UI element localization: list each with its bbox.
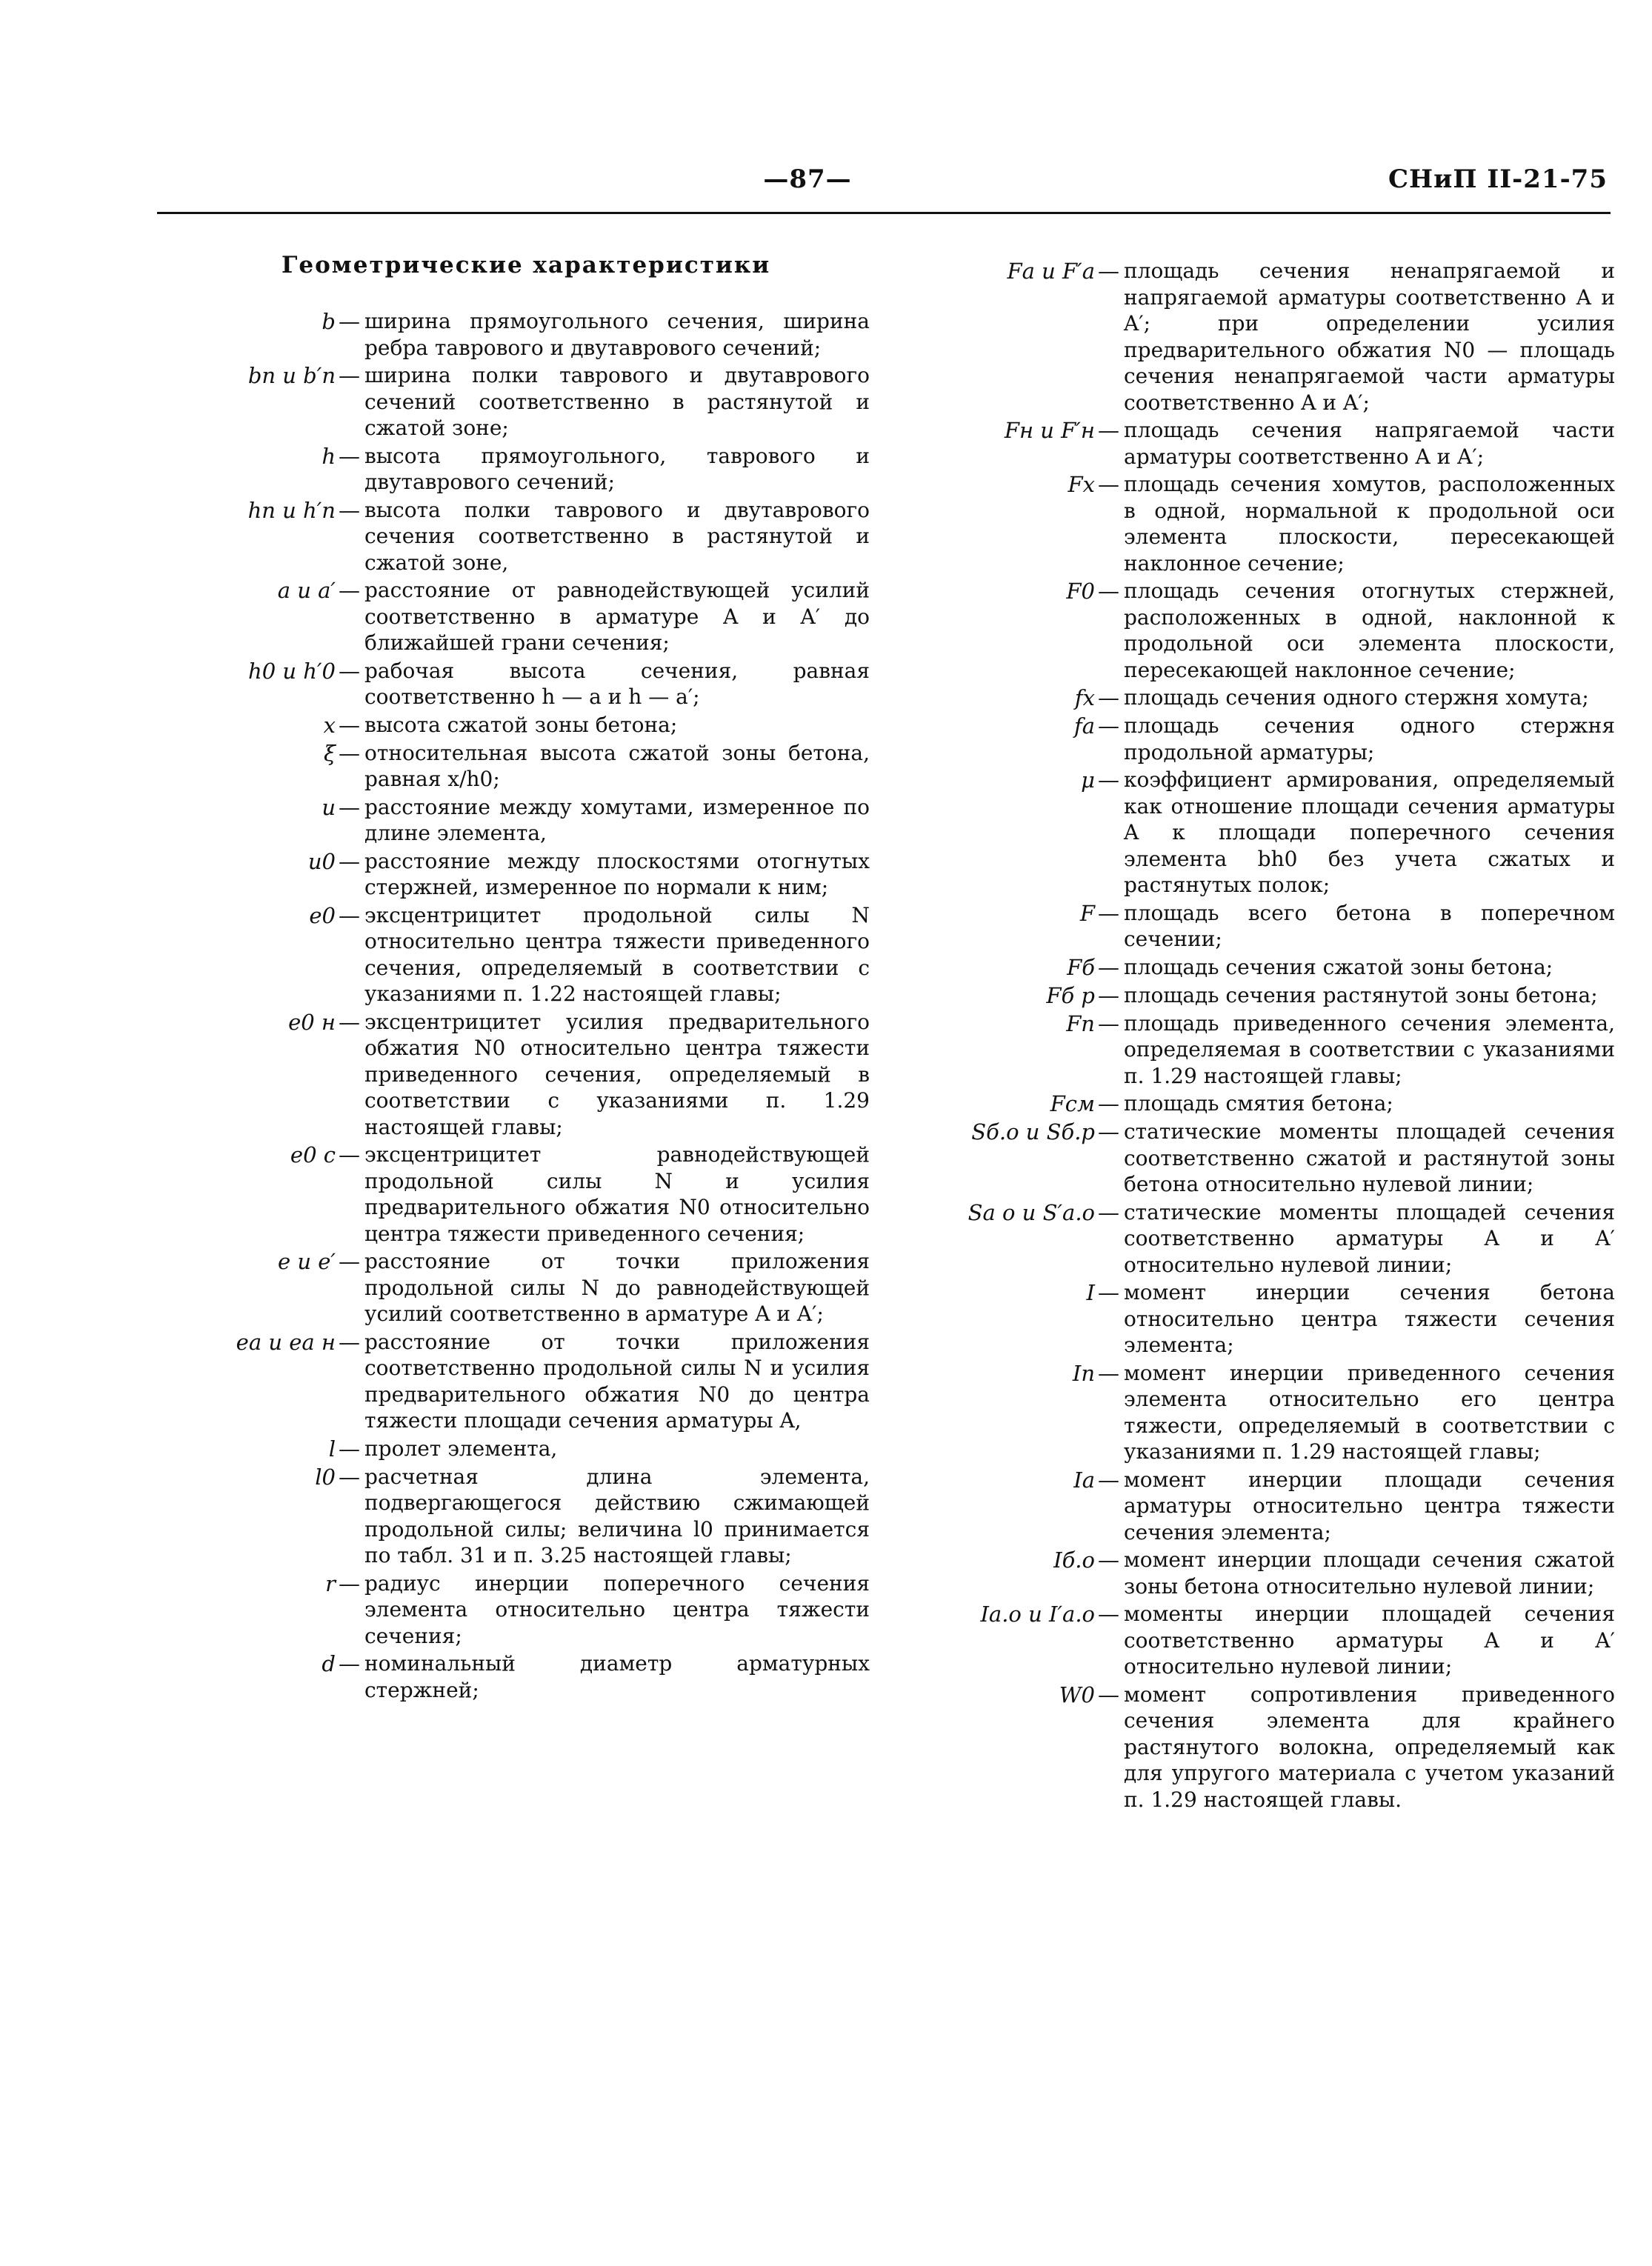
em-dash: — <box>339 309 360 334</box>
em-dash: — <box>339 443 360 469</box>
definition-text: расстояние от точки приложения соответственно продольной силы N и усилия предварительного обжатия N0 до центра тяжести площади сечения арматуры A, <box>364 1329 870 1433</box>
definition-entry <box>896 1601 1615 1680</box>
definition-entry <box>157 902 870 1007</box>
definition-text: площадь приведенного сечения элемента, определяемая в соответствии с указаниями п. 1.29 настоящей главы; <box>1124 1010 1615 1088</box>
symbol: h0 и h′0 <box>248 658 336 684</box>
symbol: I <box>1086 1280 1095 1305</box>
em-dash: — <box>1098 982 1119 1008</box>
definition-entry <box>896 578 1615 683</box>
symbol: Fх <box>1068 472 1095 497</box>
symbol: W0 <box>1059 1682 1095 1707</box>
em-dash: — <box>339 712 360 738</box>
definition-text: высота сжатой зоны бетона; <box>364 712 678 737</box>
em-dash: — <box>339 363 360 388</box>
symbol: e0 <box>309 902 336 928</box>
symbol: l <box>328 1436 336 1462</box>
definition-entry <box>896 1090 1615 1117</box>
symbol: u0 <box>307 848 336 874</box>
definition-entry <box>896 1119 1615 1198</box>
em-dash: — <box>339 1436 360 1462</box>
em-dash: — <box>339 794 360 820</box>
em-dash: — <box>1098 1119 1119 1144</box>
symbol: Fб <box>1067 954 1095 980</box>
definition-text: высота полки таврового и двутаврового сечения соответственно в растянутой и сжатой зоне, <box>364 497 870 575</box>
definition-entry <box>896 1682 1615 1813</box>
symbol: fх <box>1074 685 1095 710</box>
definition-text: радиус инерции поперечного сечения элемента относительно центра тяжести сечения; <box>364 1570 870 1648</box>
definition-text: ширина прямоугольного сечения, ширина ребра таврового и двутаврового сечений; <box>364 309 870 360</box>
symbol: x <box>323 712 336 738</box>
symbol: Fп <box>1066 1010 1095 1036</box>
symbol: μ <box>1081 767 1095 793</box>
definition-text: площадь смятия бетона; <box>1124 1091 1393 1116</box>
header-rule <box>157 212 1611 214</box>
em-dash: — <box>1098 259 1119 284</box>
em-dash: — <box>339 740 360 766</box>
em-dash: — <box>339 1464 360 1490</box>
definition-entry <box>157 1248 870 1327</box>
definition-text: момент инерции сечения бетона относительно центра тяжести сечения элемента; <box>1124 1280 1615 1357</box>
definition-entry <box>157 1436 870 1462</box>
symbol: e0 н <box>288 1009 336 1035</box>
definition-entry <box>896 1467 1615 1546</box>
definition-entry <box>157 658 870 710</box>
em-dash: — <box>1098 1467 1119 1493</box>
definition-text: коэффициент армирования, определяемый как отношение площади сечения арматуры A к площади поперечного сечения элемента bh0 без учета сжатых и растянутых полок; <box>1124 767 1615 897</box>
definition-text: расчетная длина элемента, подвергающегося действию сжимающей продольной силы; величина l0 принимается по табл. 31 и п. 3.25 настоящей главы; <box>364 1464 870 1567</box>
definition-text: расстояние между плоскостями отогнутых стержней, измеренное по нормали к ним; <box>364 848 870 899</box>
symbol: hп и h′п <box>247 497 336 523</box>
definition-entry <box>157 1650 870 1703</box>
definition-text: момент инерции приведенного сечения элемента относительно его центра тяжести, определяемый в соответствии с указаниями п. 1.29 настоящей главы; <box>1124 1360 1615 1464</box>
definition-entry <box>157 577 870 656</box>
em-dash: — <box>1098 1682 1119 1707</box>
definition-text: площадь сечения одного стержня продольной арматуры; <box>1124 713 1615 764</box>
definition-text: площадь сечения напрягаемой части арматуры соответственно A и A′; <box>1124 418 1615 469</box>
em-dash: — <box>1098 1547 1119 1573</box>
document-code: СНиП II-21-75 <box>1388 164 1608 194</box>
symbol: l0 <box>315 1464 336 1490</box>
symbol: ξ <box>324 740 336 766</box>
definition-entry <box>157 740 870 793</box>
definition-text: площадь сечения сжатой зоны бетона; <box>1124 954 1553 979</box>
definition-text: расстояние от точки приложения продольной силы N до равнодействующей усилий соответственно в арматуре A и A′; <box>364 1249 870 1326</box>
symbol: Fн и F′н <box>1004 418 1095 443</box>
definition-entry <box>896 1547 1615 1599</box>
definition-entry <box>157 1464 870 1569</box>
definition-entry <box>157 497 870 576</box>
definition-entry <box>896 1199 1615 1279</box>
em-dash: — <box>339 658 360 684</box>
symbol: b <box>322 309 336 334</box>
symbol: Iп <box>1072 1360 1095 1386</box>
symbol: Sб.о и Sб.р <box>971 1119 1095 1144</box>
definition-entry <box>896 258 1615 416</box>
em-dash: — <box>1098 685 1119 710</box>
definition-text: эксцентрицитет равнодействующей продольной силы N и усилия предварительного обжатия N0 относительно центра тяжести приведенного сечения; <box>364 1142 870 1246</box>
definition-entry <box>896 713 1615 765</box>
definition-text: статические моменты площадей сечения соответственно арматуры A и A′ относительно нулевой линии; <box>1124 1199 1615 1277</box>
symbol: Fсм <box>1050 1091 1095 1116</box>
symbol: Fб р <box>1046 982 1095 1008</box>
symbol: Iа.о и I′а.о <box>980 1602 1095 1627</box>
em-dash: — <box>339 1249 360 1274</box>
definition-text: площадь сечения одного стержня хомута; <box>1124 685 1589 710</box>
em-dash: — <box>339 1142 360 1167</box>
definition-text: расстояние от равнодействующей усилий соответственно в арматуре A и A′ до ближайшей грани сечения; <box>364 578 870 655</box>
em-dash: — <box>1098 767 1119 793</box>
definition-entry <box>896 1360 1615 1465</box>
definition-entry <box>157 1009 870 1141</box>
definition-entry <box>157 443 870 496</box>
em-dash: — <box>1098 1091 1119 1116</box>
page-number: —87— <box>763 164 852 194</box>
symbol: F <box>1079 900 1095 926</box>
symbol: Iа <box>1073 1467 1095 1493</box>
symbol: Fа и F′а <box>1007 259 1095 284</box>
symbol: h <box>322 443 336 469</box>
em-dash: — <box>1098 1010 1119 1036</box>
em-dash: — <box>1098 472 1119 497</box>
definition-entry <box>896 982 1615 1009</box>
definition-entry <box>157 362 870 441</box>
symbol: fа <box>1073 713 1095 739</box>
definition-text: площадь сечения растянутой зоны бетона; <box>1124 982 1598 1007</box>
definition-entry <box>896 1279 1615 1359</box>
symbol: Iб.о <box>1053 1547 1095 1573</box>
definition-text: ширина полки таврового и двутаврового сечений соответственно в растянутой и сжатой зоне; <box>364 363 870 440</box>
symbol: F0 <box>1066 579 1095 604</box>
definition-text: расстояние между хомутами, измеренное по длине элемента, <box>364 794 870 845</box>
definition-entry <box>157 794 870 847</box>
em-dash: — <box>339 1570 360 1596</box>
em-dash: — <box>339 848 360 874</box>
em-dash: — <box>1098 900 1119 926</box>
definition-text: относительная высота сжатой зоны бетона, равная x/h0; <box>364 740 870 791</box>
definition-text: момент сопротивления приведенного сечения элемента для крайнего растянутого волокна, определяемый как для упругого материала с учетом указаний п. 1.29 настоящей главы. <box>1124 1682 1615 1812</box>
definition-entry <box>896 417 1615 470</box>
definition-text: момент инерции площади сечения арматуры относительно центра тяжести сечения элемента; <box>1124 1467 1615 1544</box>
definition-text: эксцентрицитет продольной силы N относительно центра тяжести приведенного сечения, определяемый в соответствии с указаниями п. 1.22 настоящей главы; <box>364 902 870 1006</box>
em-dash: — <box>1098 418 1119 443</box>
definition-text: пролет элемента, <box>364 1436 558 1461</box>
definition-entry <box>896 684 1615 711</box>
em-dash: — <box>339 1651 360 1676</box>
definition-entry <box>157 1329 870 1434</box>
em-dash: — <box>1098 1602 1119 1627</box>
definition-text: моменты инерции площадей сечения соответственно арматуры A и A′ относительно нулевой линии; <box>1124 1602 1615 1679</box>
symbol: d <box>322 1651 336 1676</box>
em-dash: — <box>339 1329 360 1355</box>
definition-text: площадь сечения отогнутых стержней, расположенных в одной, наклонной к продольной оси элемента плоскости, пересекающей наклонное сечение; <box>1124 579 1615 682</box>
em-dash: — <box>1098 1360 1119 1386</box>
definition-entry <box>157 308 870 361</box>
em-dash: — <box>1098 1199 1119 1225</box>
definition-entry <box>157 1570 870 1650</box>
right-column <box>896 258 1615 1814</box>
symbol: e и e′ <box>277 1249 336 1274</box>
definition-text: рабочая высота сечения, равная соответственно h — a и h — a′; <box>364 658 870 709</box>
definition-text: номинальный диаметр арматурных стержней; <box>364 1651 870 1702</box>
em-dash: — <box>1098 954 1119 980</box>
definition-text: площадь сечения хомутов, расположенных в одной, нормальной к продольной оси элемента плоскости, пересекающей наклонное сечение; <box>1124 472 1615 576</box>
symbol: e0 с <box>290 1142 336 1167</box>
symbol: Sа о и S′а.о <box>967 1199 1095 1225</box>
symbol: a и a′ <box>277 578 336 603</box>
definition-text: эксцентрицитет усилия предварительного обжатия N0 относительно центра тяжести приведенного сечения, определяемый в соответствии с указаниями п. 1.29 настоящей главы; <box>364 1009 870 1139</box>
em-dash: — <box>1098 1280 1119 1305</box>
definition-text: момент инерции площади сечения сжатой зоны бетона относительно нулевой линии; <box>1124 1547 1615 1599</box>
definition-entry <box>896 471 1615 576</box>
symbol: bп и b′п <box>247 363 336 388</box>
definition-entry <box>896 954 1615 981</box>
definition-text: площадь сечения ненапрягаемой и напрягаемой арматуры соответственно A и A′; при определении усилия предварительного обжатия N0 — площадь сечения ненапрягаемой части арматуры соответственно A и A′; <box>1124 259 1615 415</box>
em-dash: — <box>339 1009 360 1035</box>
definition-text: статические моменты площадей сечения соответственно сжатой и растянутой зоны бетона относительно нулевой линии; <box>1124 1119 1615 1196</box>
definition-entry <box>157 848 870 901</box>
em-dash: — <box>339 497 360 523</box>
definition-entry <box>157 712 870 739</box>
definition-entry <box>157 1142 870 1247</box>
em-dash: — <box>339 578 360 603</box>
symbol: eа и eа н <box>236 1329 336 1355</box>
definition-entry <box>896 1010 1615 1090</box>
em-dash: — <box>1098 713 1119 739</box>
left-column <box>157 308 870 1705</box>
em-dash: — <box>1098 579 1119 604</box>
definition-entry <box>896 900 1615 953</box>
em-dash: — <box>339 902 360 928</box>
symbol: u <box>322 794 336 820</box>
definition-entry <box>896 767 1615 899</box>
definition-text: площадь всего бетона в поперечном сечении; <box>1124 900 1615 951</box>
definition-text: высота прямоугольного, таврового и двутаврового сечений; <box>364 443 870 494</box>
symbol: r <box>325 1570 336 1596</box>
section-title: Геометрические характеристики <box>282 252 771 279</box>
